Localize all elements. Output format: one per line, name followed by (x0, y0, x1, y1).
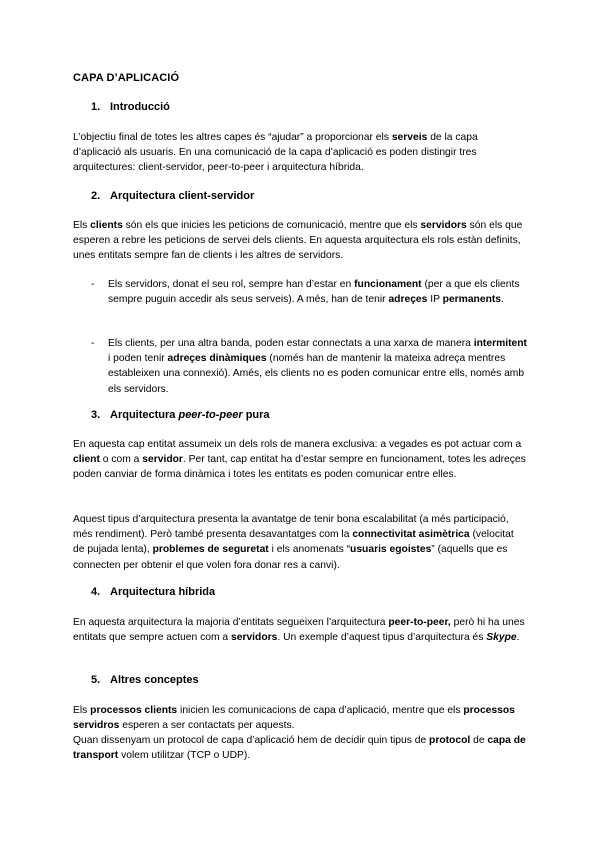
list-item-servidors: - Els servidors, donat el seu rol, sempre han d’estar en funcionament (per a que els clients sempre puguin accedir als seus serveis). A més, han de tenir adreçes IP permanents. (91, 279, 520, 306)
bullet-dash: - (91, 338, 95, 349)
bullet-dash: - (91, 279, 95, 290)
section-heading-introduccio (91, 101, 170, 113)
paragraph-peer-to-peer-1: En aquesta cap entitat assumeix un dels rols de manera exclusiva: a vegades es pot actuar com a client o com a servidor. Per tant, cap entitat ha d’estar sempre en funcionament, totes les adreçes poden canviar de forma dinàmica i totes les entitats es poden comunicar entre elles. (73, 439, 526, 481)
paragraph-altres-conceptes-2: Quan dissenyam un protocol de capa d’aplicació hem de decidir quin tipus de protocol de capa de transport volem utilitzar (TCP o UDP). (73, 735, 526, 762)
section-number: 5. (91, 674, 101, 686)
paragraph-client-servidor: Els clients són els que inicies les peticions de comunicació, mentre que els servidors són els que esperen a rebre les peticions de servei dels clients. En aquesta arquitectura els rols estàn definits, unes entitats sempre fan de clients i les altres de servidors. (73, 220, 523, 262)
paragraph-hibrida: En aquesta arquitectura la majoria d’entitats segueixen l’arquitectura peer-to-peer, però hi ha unes entitats que sempre actuen com a servidors. Un exemple d’aquest tipus d’arquitectura és Skype. (73, 617, 525, 644)
section-heading-peer-to-peer (91, 409, 270, 421)
section-number: 3. (91, 409, 101, 421)
section-title: Altres conceptes (110, 674, 199, 686)
section-number: 4. (91, 586, 101, 598)
paragraph-altres-conceptes-1: Els processos clients inicien les comunicacions de capa d’aplicació, mentre que els processos servidros esperen a ser contactats per aquests. (73, 705, 515, 732)
section-number: 2. (91, 190, 101, 202)
section-title: Introducció (110, 101, 170, 113)
section-title: Arquitectura peer-to-peer pura (110, 409, 270, 421)
section-title: Arquitectura híbrida (110, 586, 216, 598)
section-number: 1. (91, 101, 101, 113)
document-title: CAPA D’APLICACIÓ (73, 72, 180, 84)
paragraph-peer-to-peer-2: Aquest tipus d’arquitectura presenta la avantatge de tenir bona escalabilitat (a més participació, més rendiment). Però també presenta desavantatges com la connectivitat asimètrica (velocitat de pujada lenta), problemes de seguretat i els anomenats “usuaris egoistes” (aquells que es connecten per obtenir el que volen fora donar res a canvi). (73, 514, 514, 571)
list-item-clients: - Els clients, per una altra banda, poden estar connectats a una xarxa de manera intermitent i poden tenir adreçes dinàmiques (només han de mantenir la mateixa adreça mentres estableixen una connexió). Amés, els clients no es poden comunicar entre ells, només amb els servidors. (91, 338, 527, 395)
section-title: Arquitectura client-servidor (110, 190, 255, 202)
section-heading-altres-conceptes (91, 674, 199, 686)
section-heading-hibrida (91, 586, 215, 598)
paragraph-introduccio: L’objectiu final de totes les altres capes és “ajudar” a proporcionar els serveis de la capa d’aplicació als usuaris. En una comunicació de la capa d’aplicació es poden distingir tres arquitectures: client-servidor, peer-to-peer i arquitectura híbrida. (73, 132, 478, 174)
section-heading-client-servidor (91, 190, 254, 202)
